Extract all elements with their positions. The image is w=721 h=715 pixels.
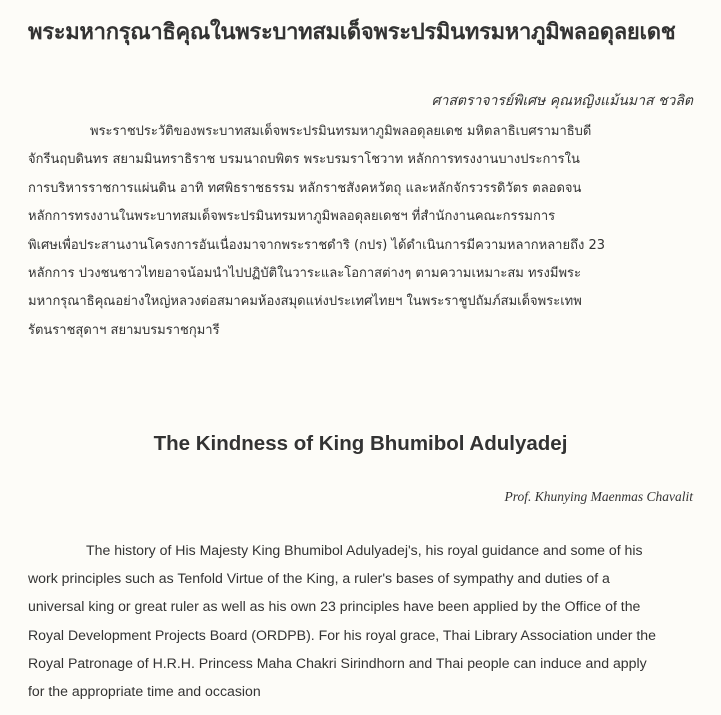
english-author: Prof. Khunying Maenmas Chavalit xyxy=(504,489,693,504)
thai-body-line: หลักการ ปวงชนชาวไทยอาจน้อมนำไปปฏิบัติในวาระและโอกาสต่างๆ ตามความเหมาะสม ทรงมีพระ xyxy=(28,266,581,282)
thai-body-line: หลักการทรงงานในพระบาทสมเด็จพระปรมินทรมหาภูมิพลอดุลยเดชฯ ที่สำนักงานคณะกรรมการ xyxy=(28,209,556,225)
thai-body-line: พิเศษเพื่อประสานงานโครงการอันเนื่องมาจากพระราชดำริ (กปร) ได้ดำเนินการมีความหลากหลายถึง 23 xyxy=(28,237,605,253)
thai-body-line: การบริหารราชการแผ่นดิน อาทิ ทศพิธราชธรรม หลักราชสังคหวัตถุ และหลักจักรวรรดิวัตร ตลอดจน xyxy=(28,180,582,196)
english-title: The Kindness of King Bhumibol Adulyadej xyxy=(153,432,568,455)
english-body-line: for the appropriate time and occasion xyxy=(28,683,261,700)
english-body-paragraph xyxy=(28,536,695,705)
thai-body-line: จักรีนฤบดินทร สยามมินทราธิราช บรมนาถบพิตร พระบรมราโชวาท หลักการทรงงานบางประการใน xyxy=(28,152,580,168)
english-body-line: The history of His Majesty King Bhumibol Adulyadej's, his royal guidance and some of his xyxy=(86,542,643,558)
thai-body-line: รัตนราชสุดาฯ สยามบรมราชกุมารี xyxy=(28,322,220,338)
english-body-line: Royal Development Projects Board (ORDPB). For his royal grace, Thai Library Association under the xyxy=(28,626,656,643)
english-body-line: work principles such as Tenfold Virtue of the King, a ruler's bases of sympathy and duties of a xyxy=(28,570,610,587)
thai-body-line: มหากรุณาธิคุณอย่างใหญ่หลวงต่อสมาคมห้องสมุดแห่งประเทศไทยฯ ในพระราชูปถัมภ์สมเด็จพระเทพ xyxy=(28,294,582,310)
english-body-line: universal king or great ruler as well as his own 23 principles have been applied by the Office of the xyxy=(28,598,641,615)
thai-body-line: พระราชประวัติของพระบาทสมเด็จพระปรมินทรมหาภูมิพลอดุลยเดช มหิตลาธิเบศรามาธิบดี xyxy=(90,124,592,139)
thai-body-paragraph xyxy=(28,118,693,345)
thai-title: พระมหากรุณาธิคุณในพระบาทสมเด็จพระปรมินทรมหาภูมิพลอดุลยเดช xyxy=(28,20,676,45)
thai-author: ศาสตราจารย์พิเศษ คุณหญิงแม้นมาส ชวลิต xyxy=(431,93,693,109)
english-body-line: Royal Patronage of H.R.H. Princess Maha Chakri Sirindhorn and Thai people can induce and apply xyxy=(28,654,647,671)
